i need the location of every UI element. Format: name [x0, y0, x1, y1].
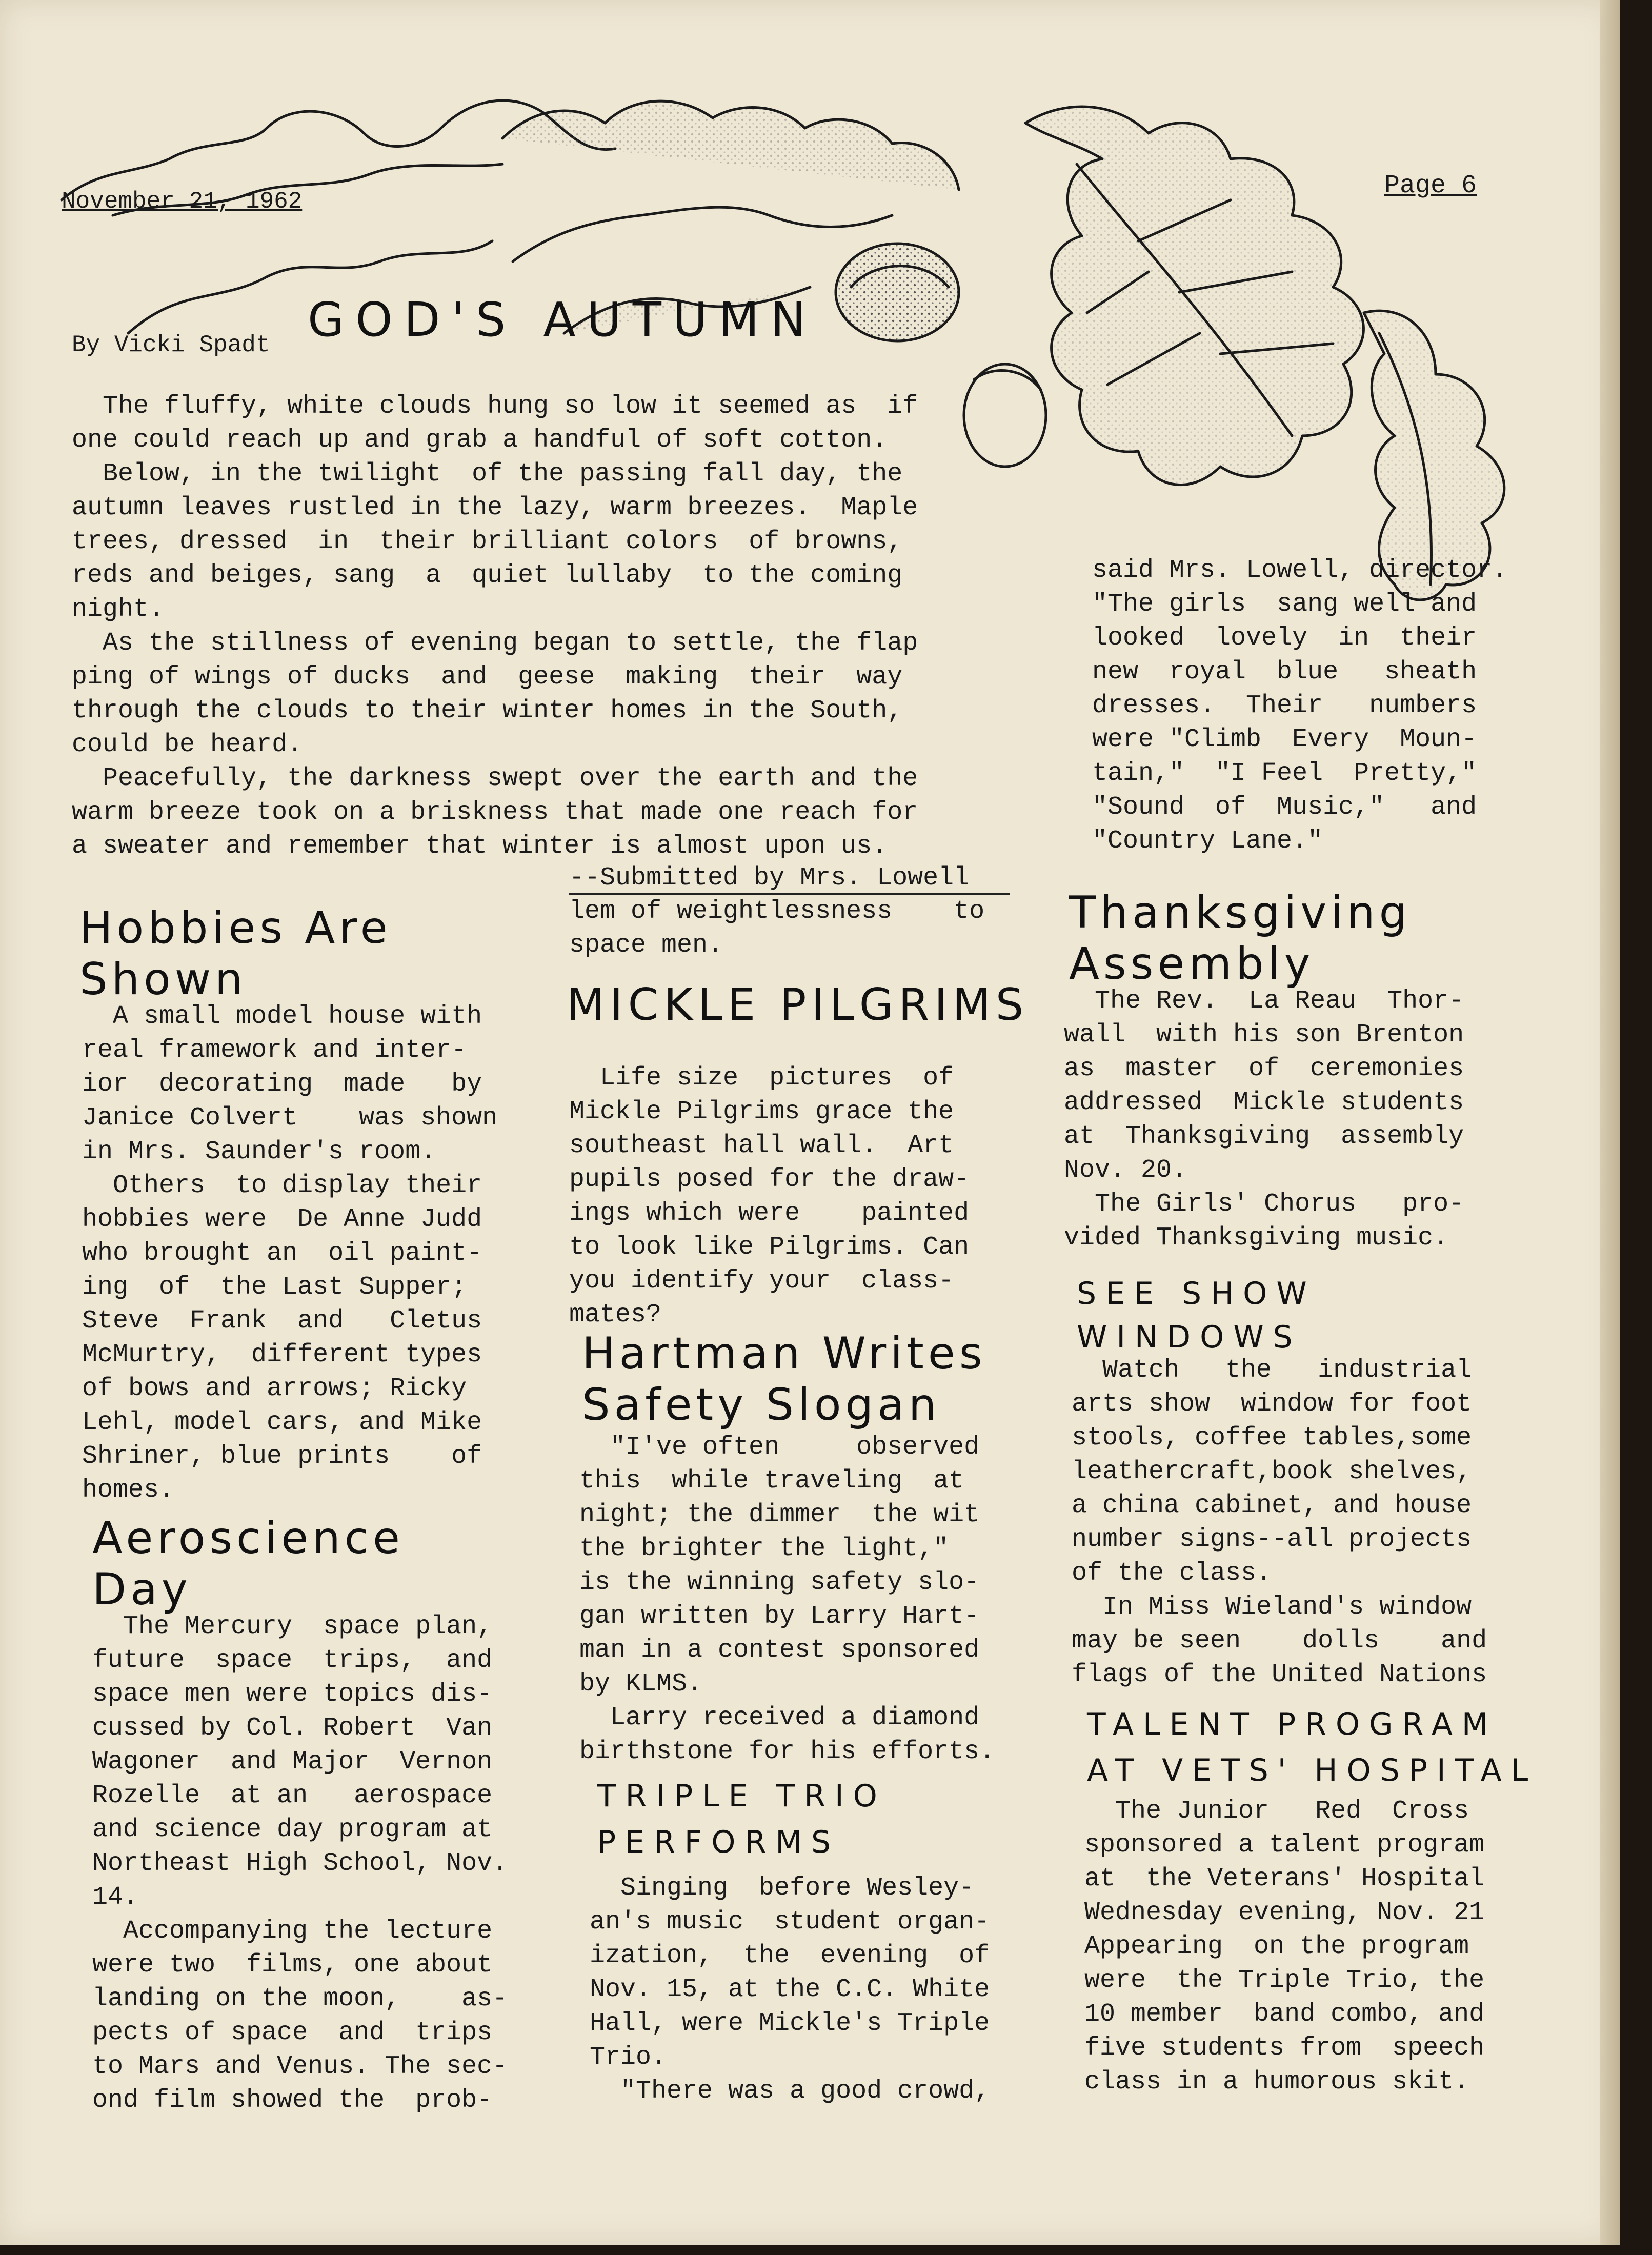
column3-continuation — [1092, 554, 1507, 858]
text-line: Appearing on the program — [1084, 1932, 1469, 1961]
text-line: number signs--all projects — [1072, 1525, 1472, 1554]
text-line: Peacefully, the darkness swept over the earth and the — [72, 764, 918, 793]
text-line: The Rev. La Reau Thor- — [1064, 986, 1464, 1016]
text-line: class in a humorous skit. — [1084, 2067, 1469, 2097]
text-line: Nov. 15, at the C.C. White — [590, 1975, 990, 2004]
text-line: Life size pictures of — [569, 1063, 954, 1093]
text-line: "Sound of Music," and — [1092, 793, 1477, 822]
text-line: A small model house with — [82, 1002, 482, 1031]
text-line: wall with his son Brenton — [1064, 1020, 1464, 1050]
text-line: the brighter the light," — [579, 1534, 949, 1563]
text-line: in Mrs. Saunder's room. — [82, 1137, 436, 1166]
text-line: and science day program at — [92, 1815, 493, 1844]
text-line: Nov. 20. — [1064, 1156, 1187, 1185]
text-line: As the stillness of evening began to settle, the flap — [72, 629, 918, 658]
text-line: lem of weightlessness to — [569, 897, 985, 926]
text-line: a china cabinet, and house — [1072, 1491, 1472, 1520]
text-line: Larry received a diamond — [579, 1703, 980, 1733]
article-body-see-show — [1072, 1354, 1487, 1692]
text-line: were "Climb Every Moun- — [1092, 725, 1477, 754]
text-line: "I've often observed — [579, 1433, 980, 1462]
text-line: The Girls' Chorus pro- — [1064, 1190, 1464, 1219]
headline-hartman-line1: Hartman Writes — [582, 1328, 986, 1379]
text-line: The Mercury space plan, — [92, 1612, 493, 1641]
text-line: ping of wings of ducks and geese making their way — [72, 662, 903, 692]
text-line: ior decorating made by — [82, 1070, 482, 1099]
headline-triple-trio-line2: PERFORMS — [597, 1824, 840, 1860]
text-line: night. — [72, 595, 165, 624]
article-body-gods-autumn — [72, 390, 918, 863]
text-line: addressed Mickle students — [1064, 1088, 1464, 1117]
text-line: by KLMS. — [579, 1669, 703, 1699]
article-body-hartman — [579, 1431, 995, 1769]
text-line: Shriner, blue prints of — [82, 1442, 482, 1471]
text-line: warm breeze took on a briskness that made one reach for — [72, 798, 918, 827]
headline-mickle-pilgrims: MICKLE PILGRIMS — [567, 979, 1029, 1031]
text-line: Wagoner and Major Vernon — [92, 1747, 493, 1777]
text-line: "The girls sang well and — [1092, 590, 1477, 619]
text-line: ond film showed the prob- — [92, 2086, 493, 2115]
text-line: McMurtry, different types — [82, 1340, 482, 1370]
text-line: reds and beiges, sang a quiet lullaby to the coming — [72, 561, 903, 590]
text-line: cussed by Col. Robert Van — [92, 1714, 493, 1743]
text-line: birthstone for his efforts. — [579, 1737, 995, 1766]
article-body-thanksgiving — [1064, 984, 1464, 1255]
column2-continuation — [569, 895, 984, 962]
text-line: future space trips, and — [92, 1646, 493, 1675]
text-line: gan written by Larry Hart- — [579, 1602, 980, 1631]
text-line: a sweater and remember that winter is almost upon us. — [72, 832, 888, 861]
text-line: of the class. — [1072, 1559, 1272, 1588]
text-line: Singing before Wesley- — [590, 1874, 975, 1903]
text-line: Accompanying the lecture — [92, 1917, 493, 1946]
article-body-triple-trio — [590, 1871, 990, 2108]
text-line: "There was a good crowd, — [590, 2077, 990, 2106]
text-line: Mickle Pilgrims grace the — [569, 1097, 954, 1126]
text-line: flags of the United Nations — [1072, 1660, 1487, 1689]
text-line: The Junior Red Cross — [1084, 1797, 1469, 1826]
text-line: to look like Pilgrims. Can — [569, 1233, 970, 1262]
text-line: Trio. — [590, 2043, 667, 2072]
text-line: one could reach up and grab a handful of soft cotton. — [72, 426, 888, 455]
text-line: five students from speech — [1084, 2033, 1485, 2063]
headline-hobbies-line2: Shown — [79, 954, 247, 1005]
text-line: Watch the industrial — [1072, 1356, 1472, 1385]
text-line: autumn leaves rustled in the lazy, warm breezes. Maple — [72, 493, 918, 522]
text-line: this while traveling at — [579, 1466, 964, 1496]
text-line: at Thanksgiving assembly — [1064, 1122, 1464, 1151]
text-line: ization, the evening of — [590, 1941, 990, 1970]
text-line: Janice Colvert was shown — [82, 1103, 498, 1133]
text-line: said Mrs. Lowell, director. — [1092, 556, 1508, 585]
submitted-credit: --Submitted by Mrs. Lowell — [569, 863, 970, 893]
text-line: southeast hall wall. Art — [569, 1131, 954, 1160]
text-line: landing on the moon, as- — [92, 1984, 508, 2014]
headline-see-show-line2: WINDOWS — [1077, 1319, 1302, 1355]
text-line: In Miss Wieland's window — [1072, 1593, 1472, 1622]
text-line: an's music student organ- — [590, 1907, 990, 1937]
text-line: pupils posed for the draw- — [569, 1165, 970, 1194]
text-line: hobbies were De Anne Judd — [82, 1205, 482, 1234]
text-line: The fluffy, white clouds hung so low it seemed as if — [72, 392, 918, 421]
text-line: new royal blue sheath — [1092, 657, 1477, 687]
text-line: Rozelle at an aerospace — [92, 1781, 493, 1810]
text-line: tain," "I Feel Pretty," — [1092, 759, 1477, 788]
issue-date: November 21, 1962 — [62, 188, 303, 215]
article-body-aeroscience — [92, 1610, 508, 2118]
text-line: were two films, one about — [92, 1950, 493, 1980]
text-line: is the winning safety slo- — [579, 1568, 980, 1597]
text-line: real framework and inter- — [82, 1036, 467, 1065]
text-line: pects of space and trips — [92, 2018, 493, 2047]
headline-hobbies-line1: Hobbies Are — [79, 902, 392, 954]
text-line: 14. — [92, 1883, 139, 1912]
text-line: man in a contest sponsored — [579, 1636, 980, 1665]
text-line: Lehl, model cars, and Mike — [82, 1408, 482, 1437]
text-line: dresses. Their numbers — [1092, 691, 1477, 720]
article-body-hobbies — [82, 1000, 497, 1507]
text-line: space men. — [569, 931, 723, 960]
headline-hartman-line2: Safety Slogan — [582, 1379, 941, 1431]
headline-talent-line1: TALENT PROGRAM — [1087, 1706, 1498, 1742]
text-line: ing of the Last Supper; — [82, 1273, 467, 1302]
article-title-gods-autumn: GOD'S AUTUMN — [308, 292, 817, 347]
byline: By Vicki Spadt — [72, 332, 270, 358]
text-line: looked lovely in their — [1092, 623, 1477, 653]
text-line: Wednesday evening, Nov. 21 — [1084, 1898, 1485, 1927]
text-line: through the clouds to their winter homes in the South, — [72, 696, 903, 726]
text-line: Hall, were Mickle's Triple — [590, 2009, 990, 2038]
headline-aeroscience-line2: Day — [92, 1564, 192, 1615]
text-line: ings which were painted — [569, 1199, 970, 1228]
text-line: who brought an oil paint- — [82, 1239, 482, 1268]
text-line: may be seen dolls and — [1072, 1626, 1487, 1656]
headline-see-show-line1: SEE SHOW — [1077, 1276, 1316, 1312]
text-line: you identify your class- — [569, 1266, 954, 1296]
text-line: 10 member band combo, and — [1084, 2000, 1485, 2029]
text-line: Steve Frank and Cletus — [82, 1306, 482, 1336]
article-body-mickle-pilgrims — [569, 1061, 969, 1332]
text-line: leathercraft,book shelves, — [1072, 1457, 1472, 1486]
headline-triple-trio-line1: TRIPLE TRIO — [597, 1778, 887, 1814]
text-line: "Country Lane." — [1092, 827, 1323, 856]
text-line: Below, in the twilight of the passing fall day, the — [72, 459, 903, 489]
text-line: were the Triple Trio, the — [1084, 1966, 1485, 1995]
page-edge — [1600, 0, 1620, 2245]
article-body-talent — [1084, 1795, 1484, 2099]
text-line: of bows and arrows; Ricky — [82, 1374, 467, 1403]
text-line: stools, coffee tables,some — [1072, 1423, 1472, 1453]
text-line: Northeast High School, Nov. — [92, 1849, 508, 1878]
headline-thanksgiving-line2: Assembly — [1069, 938, 1315, 990]
headline-aeroscience-line1: Aeroscience — [92, 1513, 404, 1564]
text-line: night; the dimmer the wit — [579, 1500, 980, 1529]
text-line: arts show window for foot — [1072, 1390, 1472, 1419]
text-line: Others to display their — [82, 1171, 482, 1200]
text-line: could be heard. — [72, 730, 303, 759]
page-number: Page 6 — [1384, 171, 1477, 200]
text-line: space men were topics dis- — [92, 1680, 493, 1709]
text-line: vided Thanksgiving music. — [1064, 1223, 1449, 1253]
text-line: homes. — [82, 1476, 175, 1505]
text-line: trees, dressed in their brilliant colors of browns, — [72, 527, 903, 556]
text-line: sponsored a talent program — [1084, 1830, 1485, 1860]
text-line: as master of ceremonies — [1064, 1054, 1464, 1083]
text-line: to Mars and Venus. The sec- — [92, 2052, 508, 2081]
headline-thanksgiving-line1: Thanksgiving — [1069, 887, 1412, 938]
headline-talent-line2: AT VETS' HOSPITAL — [1087, 1753, 1538, 1788]
text-line: at the Veterans' Hospital — [1084, 1864, 1485, 1894]
text-line: mates? — [569, 1300, 662, 1330]
